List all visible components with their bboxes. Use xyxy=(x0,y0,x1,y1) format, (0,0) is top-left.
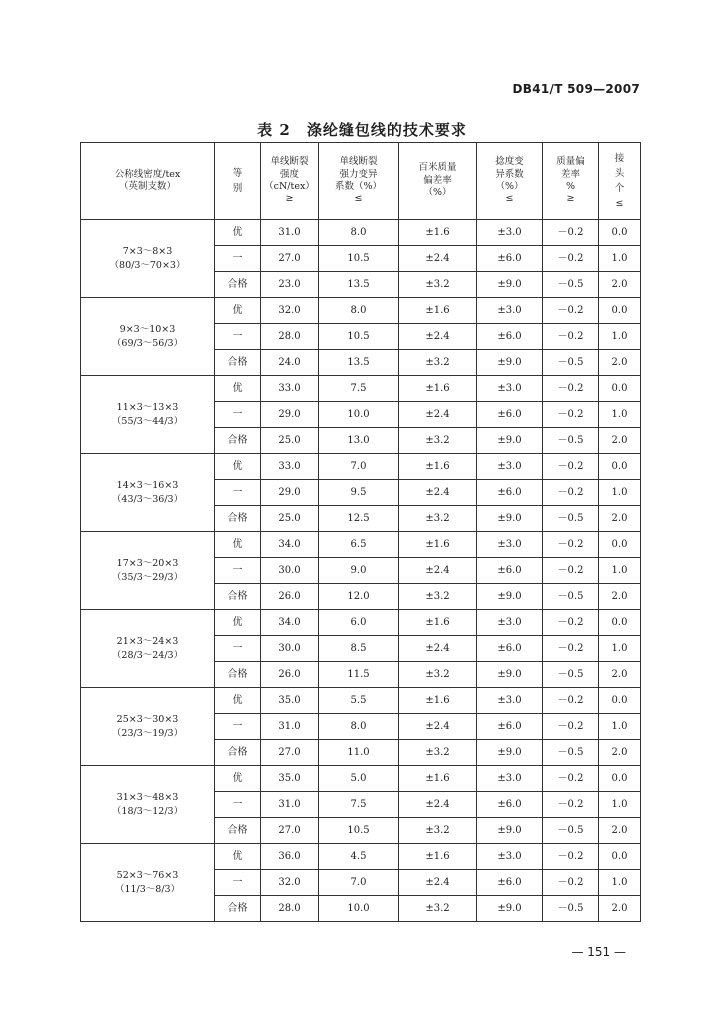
breaking-strength-cell: 30.0 xyxy=(261,558,319,584)
linear-density-cell: 31×3～48×3 （18/3～12/3） xyxy=(81,766,215,844)
linear-density-cell: 17×3～20×3 （35/3～29/3） xyxy=(81,532,215,610)
table-row xyxy=(81,610,641,636)
spec-table-body xyxy=(81,220,641,922)
breaking-strength-cell: 25.0 xyxy=(261,506,319,532)
quality-deviation-cell: －0.2 xyxy=(543,324,599,350)
mass-deviation-cell: ±2.4 xyxy=(399,714,477,740)
quality-deviation-cell: －0.5 xyxy=(543,584,599,610)
twist-cv-cell: ±9.0 xyxy=(477,740,543,766)
mass-deviation-cell: ±3.2 xyxy=(399,428,477,454)
breaking-strength-cell: 29.0 xyxy=(261,402,319,428)
col-header-mass-deviation: 百米质量 偏差率 （%） xyxy=(399,143,477,220)
mass-deviation-cell: ±3.2 xyxy=(399,272,477,298)
twist-cv-cell: ±6.0 xyxy=(477,480,543,506)
mass-deviation-cell: ±3.2 xyxy=(399,662,477,688)
mass-deviation-cell: ±3.2 xyxy=(399,584,477,610)
breaking-strength-cell: 33.0 xyxy=(261,376,319,402)
twist-cv-cell: ±9.0 xyxy=(477,896,543,922)
grade-cell: 一 xyxy=(215,246,261,272)
quality-deviation-cell: －0.2 xyxy=(543,714,599,740)
grade-cell: 一 xyxy=(215,792,261,818)
breaking-strength-cell: 32.0 xyxy=(261,298,319,324)
joints-cell: 2.0 xyxy=(599,896,641,922)
twist-cv-cell: ±3.0 xyxy=(477,454,543,480)
table-row xyxy=(81,766,641,792)
mass-deviation-cell: ±1.6 xyxy=(399,454,477,480)
col-header-grade: 等 别 xyxy=(215,143,261,220)
mass-deviation-cell: ±2.4 xyxy=(399,246,477,272)
twist-cv-cell: ±3.0 xyxy=(477,688,543,714)
linear-density-cell: 25×3～30×3 （23/3～19/3） xyxy=(81,688,215,766)
strength-cv-cell: 9.0 xyxy=(319,558,399,584)
mass-deviation-cell: ±2.4 xyxy=(399,636,477,662)
strength-cv-cell: 10.0 xyxy=(319,896,399,922)
strength-cv-cell: 11.5 xyxy=(319,662,399,688)
strength-cv-cell: 5.5 xyxy=(319,688,399,714)
table-row xyxy=(81,454,641,480)
strength-cv-cell: 7.0 xyxy=(319,870,399,896)
strength-cv-cell: 6.5 xyxy=(319,532,399,558)
linear-density-cell: 11×3～13×3 （55/3～44/3） xyxy=(81,376,215,454)
mass-deviation-cell: ±2.4 xyxy=(399,870,477,896)
breaking-strength-cell: 30.0 xyxy=(261,636,319,662)
quality-deviation-cell: －0.2 xyxy=(543,792,599,818)
twist-cv-cell: ±6.0 xyxy=(477,636,543,662)
grade-cell: 优 xyxy=(215,766,261,792)
joints-cell: 0.0 xyxy=(599,844,641,870)
mass-deviation-cell: ±3.2 xyxy=(399,818,477,844)
strength-cv-cell: 10.5 xyxy=(319,324,399,350)
breaking-strength-cell: 35.0 xyxy=(261,766,319,792)
grade-cell: 一 xyxy=(215,870,261,896)
quality-deviation-cell: －0.5 xyxy=(543,428,599,454)
table-row xyxy=(81,688,641,714)
linear-density-cell: 21×3～24×3 （28/3～24/3） xyxy=(81,610,215,688)
linear-density-cell: 14×3～16×3 （43/3～36/3） xyxy=(81,454,215,532)
page-number: — 151 — xyxy=(571,945,626,959)
quality-deviation-cell: －0.2 xyxy=(543,376,599,402)
strength-cv-cell: 13.0 xyxy=(319,428,399,454)
twist-cv-cell: ±3.0 xyxy=(477,376,543,402)
strength-cv-cell: 5.0 xyxy=(319,766,399,792)
col-header-quality-deviation: 质量偏 差率 % ≥ xyxy=(543,143,599,220)
joints-cell: 0.0 xyxy=(599,688,641,714)
table-row xyxy=(81,532,641,558)
breaking-strength-cell: 32.0 xyxy=(261,870,319,896)
joints-cell: 1.0 xyxy=(599,402,641,428)
mass-deviation-cell: ±1.6 xyxy=(399,610,477,636)
twist-cv-cell: ±6.0 xyxy=(477,324,543,350)
grade-cell: 优 xyxy=(215,688,261,714)
grade-cell: 优 xyxy=(215,454,261,480)
col-header-strength-cv: 单线断裂 强力变异 系数（%） ≤ xyxy=(319,143,399,220)
strength-cv-cell: 13.5 xyxy=(319,272,399,298)
breaking-strength-cell: 35.0 xyxy=(261,688,319,714)
joints-cell: 2.0 xyxy=(599,662,641,688)
breaking-strength-cell: 33.0 xyxy=(261,454,319,480)
table-row xyxy=(81,298,641,324)
breaking-strength-cell: 31.0 xyxy=(261,714,319,740)
quality-deviation-cell: －0.5 xyxy=(543,896,599,922)
mass-deviation-cell: ±3.2 xyxy=(399,350,477,376)
strength-cv-cell: 8.0 xyxy=(319,220,399,246)
grade-cell: 一 xyxy=(215,558,261,584)
quality-deviation-cell: －0.5 xyxy=(543,272,599,298)
linear-density-cell: 52×3～76×3 （11/3～8/3） xyxy=(81,844,215,922)
grade-cell: 优 xyxy=(215,532,261,558)
quality-deviation-cell: －0.2 xyxy=(543,298,599,324)
breaking-strength-cell: 31.0 xyxy=(261,792,319,818)
joints-cell: 0.0 xyxy=(599,766,641,792)
twist-cv-cell: ±3.0 xyxy=(477,766,543,792)
joints-cell: 2.0 xyxy=(599,818,641,844)
joints-cell: 2.0 xyxy=(599,428,641,454)
quality-deviation-cell: －0.2 xyxy=(543,220,599,246)
quality-deviation-cell: －0.5 xyxy=(543,350,599,376)
breaking-strength-cell: 29.0 xyxy=(261,480,319,506)
strength-cv-cell: 8.0 xyxy=(319,298,399,324)
mass-deviation-cell: ±1.6 xyxy=(399,766,477,792)
grade-cell: 合格 xyxy=(215,740,261,766)
quality-deviation-cell: －0.2 xyxy=(543,480,599,506)
twist-cv-cell: ±6.0 xyxy=(477,714,543,740)
grade-cell: 合格 xyxy=(215,818,261,844)
quality-deviation-cell: －0.2 xyxy=(543,402,599,428)
twist-cv-cell: ±9.0 xyxy=(477,506,543,532)
twist-cv-cell: ±9.0 xyxy=(477,584,543,610)
breaking-strength-cell: 24.0 xyxy=(261,350,319,376)
quality-deviation-cell: －0.2 xyxy=(543,636,599,662)
quality-deviation-cell: －0.5 xyxy=(543,506,599,532)
breaking-strength-cell: 23.0 xyxy=(261,272,319,298)
strength-cv-cell: 7.0 xyxy=(319,454,399,480)
standard-code: DB41/T 509—2007 xyxy=(512,82,640,96)
mass-deviation-cell: ±1.6 xyxy=(399,532,477,558)
quality-deviation-cell: －0.5 xyxy=(543,740,599,766)
twist-cv-cell: ±6.0 xyxy=(477,870,543,896)
grade-cell: 合格 xyxy=(215,662,261,688)
strength-cv-cell: 6.0 xyxy=(319,610,399,636)
breaking-strength-cell: 26.0 xyxy=(261,584,319,610)
breaking-strength-cell: 36.0 xyxy=(261,844,319,870)
joints-cell: 0.0 xyxy=(599,532,641,558)
joints-cell: 0.0 xyxy=(599,220,641,246)
col-header-twist-cv: 捻度变 异系数 （%） ≤ xyxy=(477,143,543,220)
strength-cv-cell: 9.5 xyxy=(319,480,399,506)
mass-deviation-cell: ±1.6 xyxy=(399,220,477,246)
strength-cv-cell: 12.5 xyxy=(319,506,399,532)
grade-cell: 优 xyxy=(215,610,261,636)
grade-cell: 合格 xyxy=(215,896,261,922)
quality-deviation-cell: －0.2 xyxy=(543,532,599,558)
table-row xyxy=(81,220,641,246)
grade-cell: 合格 xyxy=(215,584,261,610)
breaking-strength-cell: 31.0 xyxy=(261,220,319,246)
breaking-strength-cell: 27.0 xyxy=(261,818,319,844)
grade-cell: 合格 xyxy=(215,428,261,454)
joints-cell: 2.0 xyxy=(599,350,641,376)
grade-cell: 优 xyxy=(215,844,261,870)
mass-deviation-cell: ±3.2 xyxy=(399,506,477,532)
twist-cv-cell: ±3.0 xyxy=(477,844,543,870)
breaking-strength-cell: 25.0 xyxy=(261,428,319,454)
col-header-density: 公称线密度/tex （英制支数） xyxy=(81,143,215,220)
strength-cv-cell: 7.5 xyxy=(319,376,399,402)
twist-cv-cell: ±6.0 xyxy=(477,246,543,272)
grade-cell: 合格 xyxy=(215,272,261,298)
mass-deviation-cell: ±2.4 xyxy=(399,324,477,350)
strength-cv-cell: 8.5 xyxy=(319,636,399,662)
strength-cv-cell: 4.5 xyxy=(319,844,399,870)
joints-cell: 1.0 xyxy=(599,324,641,350)
twist-cv-cell: ±9.0 xyxy=(477,272,543,298)
quality-deviation-cell: －0.5 xyxy=(543,818,599,844)
grade-cell: 优 xyxy=(215,220,261,246)
quality-deviation-cell: －0.2 xyxy=(543,610,599,636)
mass-deviation-cell: ±2.4 xyxy=(399,558,477,584)
joints-cell: 1.0 xyxy=(599,714,641,740)
table-title: 表 2 涤纶缝包线的技术要求 xyxy=(257,121,467,139)
joints-cell: 0.0 xyxy=(599,298,641,324)
strength-cv-cell: 11.0 xyxy=(319,740,399,766)
quality-deviation-cell: －0.2 xyxy=(543,246,599,272)
mass-deviation-cell: ±1.6 xyxy=(399,688,477,714)
twist-cv-cell: ±6.0 xyxy=(477,558,543,584)
grade-cell: 一 xyxy=(215,480,261,506)
strength-cv-cell: 7.5 xyxy=(319,792,399,818)
twist-cv-cell: ±3.0 xyxy=(477,220,543,246)
twist-cv-cell: ±3.0 xyxy=(477,298,543,324)
twist-cv-cell: ±9.0 xyxy=(477,818,543,844)
twist-cv-cell: ±9.0 xyxy=(477,350,543,376)
quality-deviation-cell: －0.5 xyxy=(543,662,599,688)
breaking-strength-cell: 34.0 xyxy=(261,610,319,636)
joints-cell: 2.0 xyxy=(599,584,641,610)
linear-density-cell: 9×3～10×3 （69/3～56/3） xyxy=(81,298,215,376)
joints-cell: 1.0 xyxy=(599,558,641,584)
grade-cell: 一 xyxy=(215,324,261,350)
table-row xyxy=(81,844,641,870)
twist-cv-cell: ±6.0 xyxy=(477,402,543,428)
breaking-strength-cell: 34.0 xyxy=(261,532,319,558)
quality-deviation-cell: －0.2 xyxy=(543,766,599,792)
joints-cell: 0.0 xyxy=(599,610,641,636)
table-row xyxy=(81,376,641,402)
mass-deviation-cell: ±2.4 xyxy=(399,402,477,428)
quality-deviation-cell: －0.2 xyxy=(543,454,599,480)
grade-cell: 一 xyxy=(215,714,261,740)
mass-deviation-cell: ±2.4 xyxy=(399,792,477,818)
quality-deviation-cell: －0.2 xyxy=(543,688,599,714)
grade-cell: 优 xyxy=(215,376,261,402)
joints-cell: 1.0 xyxy=(599,480,641,506)
joints-cell: 2.0 xyxy=(599,740,641,766)
joints-cell: 0.0 xyxy=(599,454,641,480)
col-header-joints: 接 头 个 ≤ xyxy=(599,143,641,220)
joints-cell: 1.0 xyxy=(599,792,641,818)
joints-cell: 2.0 xyxy=(599,506,641,532)
grade-cell: 合格 xyxy=(215,350,261,376)
breaking-strength-cell: 28.0 xyxy=(261,324,319,350)
mass-deviation-cell: ±1.6 xyxy=(399,376,477,402)
quality-deviation-cell: －0.2 xyxy=(543,558,599,584)
strength-cv-cell: 13.5 xyxy=(319,350,399,376)
twist-cv-cell: ±3.0 xyxy=(477,610,543,636)
mass-deviation-cell: ±1.6 xyxy=(399,844,477,870)
strength-cv-cell: 12.0 xyxy=(319,584,399,610)
twist-cv-cell: ±6.0 xyxy=(477,792,543,818)
breaking-strength-cell: 27.0 xyxy=(261,740,319,766)
table-header-row xyxy=(81,143,641,220)
twist-cv-cell: ±9.0 xyxy=(477,662,543,688)
linear-density-cell: 7×3～8×3 （80/3～70×3） xyxy=(81,220,215,298)
twist-cv-cell: ±3.0 xyxy=(477,532,543,558)
spec-table xyxy=(80,142,641,922)
twist-cv-cell: ±9.0 xyxy=(477,428,543,454)
quality-deviation-cell: －0.2 xyxy=(543,844,599,870)
quality-deviation-cell: －0.2 xyxy=(543,870,599,896)
col-header-strength: 单线断裂 强度 （cN/tex） ≥ xyxy=(261,143,319,220)
strength-cv-cell: 8.0 xyxy=(319,714,399,740)
grade-cell: 优 xyxy=(215,298,261,324)
joints-cell: 1.0 xyxy=(599,636,641,662)
joints-cell: 0.0 xyxy=(599,376,641,402)
strength-cv-cell: 10.0 xyxy=(319,402,399,428)
joints-cell: 1.0 xyxy=(599,870,641,896)
breaking-strength-cell: 28.0 xyxy=(261,896,319,922)
mass-deviation-cell: ±3.2 xyxy=(399,740,477,766)
grade-cell: 合格 xyxy=(215,506,261,532)
grade-cell: 一 xyxy=(215,636,261,662)
joints-cell: 1.0 xyxy=(599,246,641,272)
mass-deviation-cell: ±1.6 xyxy=(399,298,477,324)
mass-deviation-cell: ±2.4 xyxy=(399,480,477,506)
grade-cell: 一 xyxy=(215,402,261,428)
mass-deviation-cell: ±3.2 xyxy=(399,896,477,922)
breaking-strength-cell: 27.0 xyxy=(261,246,319,272)
joints-cell: 2.0 xyxy=(599,272,641,298)
strength-cv-cell: 10.5 xyxy=(319,818,399,844)
strength-cv-cell: 10.5 xyxy=(319,246,399,272)
breaking-strength-cell: 26.0 xyxy=(261,662,319,688)
